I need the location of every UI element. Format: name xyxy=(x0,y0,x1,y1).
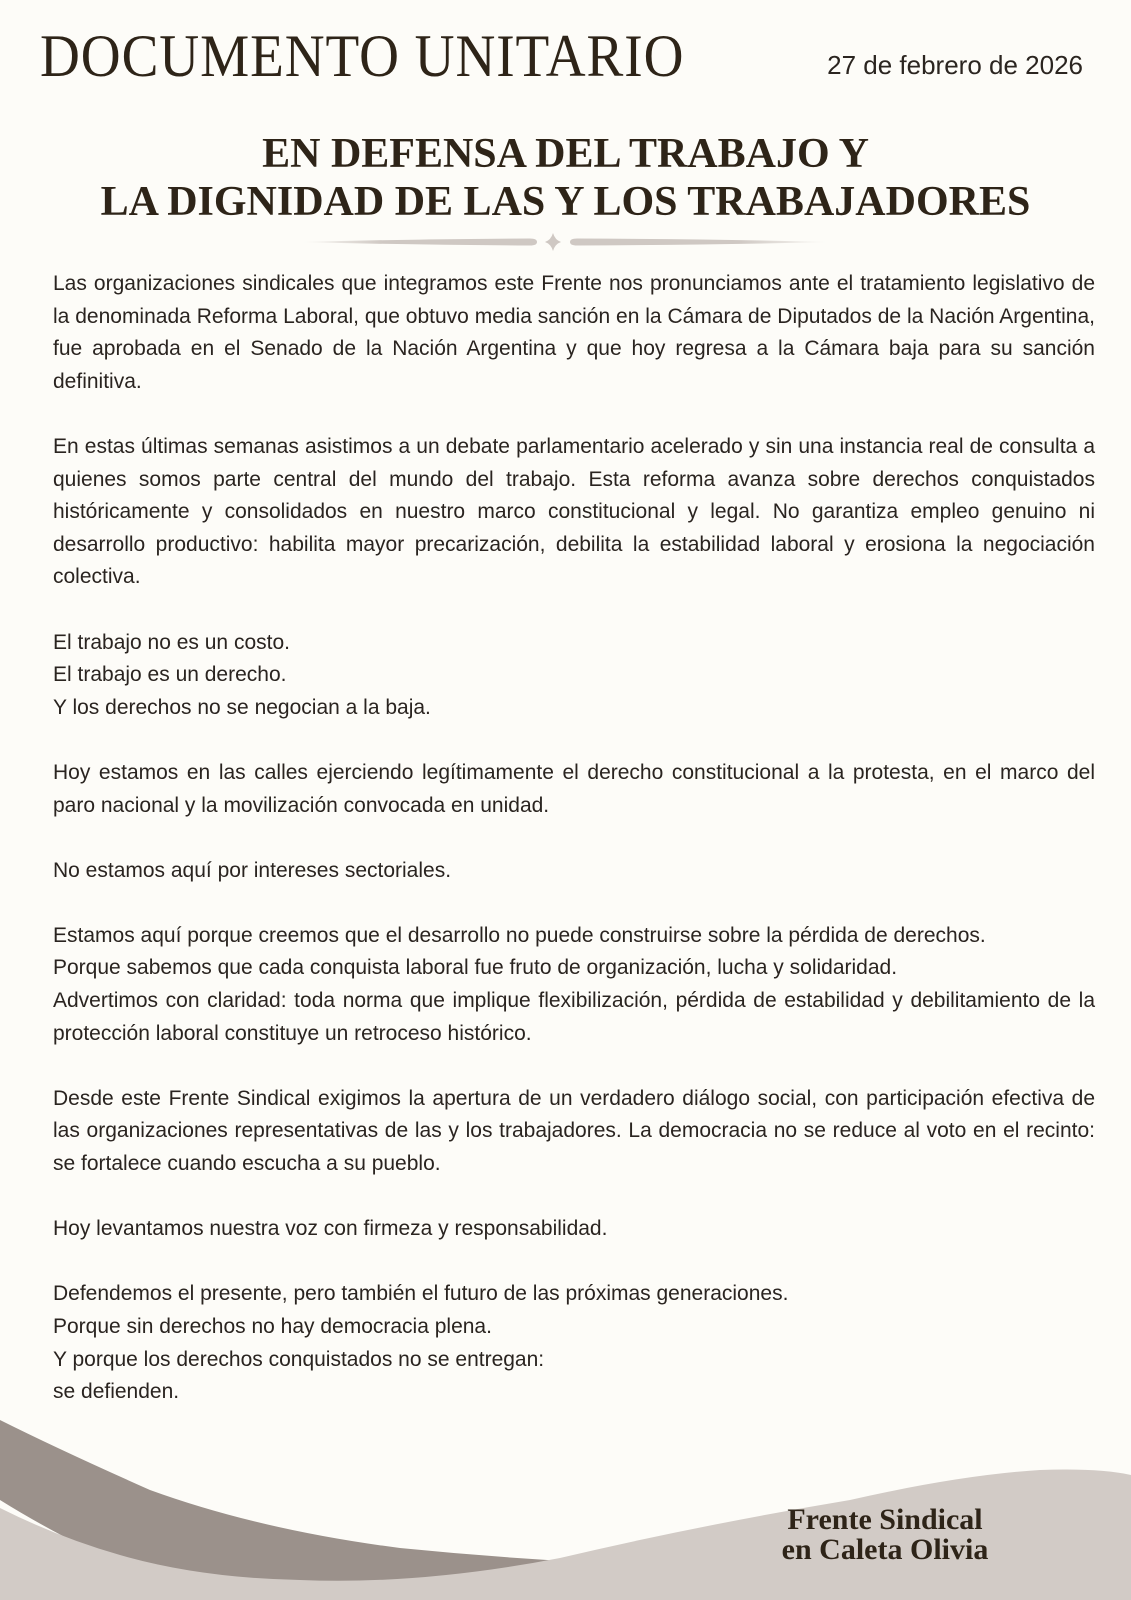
paragraph-line: El trabajo no es un costo. xyxy=(53,630,290,654)
paragraph-line: Y porque los derechos conquistados no se entregan: xyxy=(53,1347,545,1371)
paragraph-intro xyxy=(53,268,1095,398)
paragraph-line: Advertimos con claridad: toda norma que implique flexibilización, pérdida de estabilidad y debilitamiento de la protección laboral constituye un retroceso histórico. xyxy=(53,989,1095,1045)
signature xyxy=(745,1505,1025,1565)
document-body xyxy=(53,268,1095,1441)
paragraph-line: No estamos aquí por intereses sectoriales. xyxy=(53,858,452,882)
paragraph-line: Estamos aquí porque creemos que el desarrollo no puede construirse sobre la pérdida de derechos. xyxy=(53,923,986,947)
paragraph-protest xyxy=(53,757,1095,822)
paragraph-voice xyxy=(53,1213,1095,1246)
divider-left-bar xyxy=(300,239,537,246)
headline-line-1: EN DEFENSA DEL TRABAJO Y xyxy=(262,131,869,177)
paragraph-slogans xyxy=(53,627,1095,725)
ornamental-divider xyxy=(295,233,835,251)
four-point-star-icon xyxy=(545,233,561,251)
paragraph-line: Hoy levantamos nuestra voz con firmeza y responsabilidad. xyxy=(53,1217,608,1241)
signature-line-1: Frente Sindical xyxy=(787,1503,983,1536)
signature-line-2: en Caleta Olivia xyxy=(781,1533,989,1566)
paragraph-line: se defienden. xyxy=(53,1380,180,1404)
divider-right-bar xyxy=(570,239,830,246)
paragraph-line: Porque sabemos que cada conquista laboral fue fruto de organización, lucha y solidaridad. xyxy=(53,956,898,980)
headline-line-2: LA DIGNIDAD DE LAS Y LOS TRABAJADORES xyxy=(100,179,1031,225)
document-date: 27 de febrero de 2026 xyxy=(827,50,1083,80)
paragraph-line: Las organizaciones sindicales que integramos este Frente nos pronunciamos ante el tratamiento legislativo de la denominada Reforma Laboral, que obtuvo media sanción en la Cámara de Diputados de la Nación Argentina, fue aprobada en el Senado de la Nación Argentina y que hoy regresa a la Cámara baja para su sanción definitiva. xyxy=(53,272,1095,393)
headline xyxy=(0,130,1131,226)
paragraph-line: Defendemos el presente, pero también el futuro de las próximas generaciones. xyxy=(53,1282,789,1306)
paragraph-line: Y los derechos no se negocian a la baja. xyxy=(53,695,431,719)
paragraph-line: En estas últimas semanas asistimos a un debate parlamentario acelerado y sin una instancia real de consulta a quienes somos parte central del mundo del trabajo. Esta reforma avanza sobre derechos conquistados históricamente y consolidados en nuestro marco constitucional y legal. No garantiza empleo genuino ni desarrollo productivo: habilita mayor precarización, debilita la estabilidad laboral y erosiona la negociación colectiva. xyxy=(53,434,1095,589)
paragraph-line: Porque sin derechos no hay democracia plena. xyxy=(53,1315,492,1338)
paragraph-not-sectoral xyxy=(53,855,1095,888)
paragraph-dialogue xyxy=(53,1083,1095,1181)
document-title: DOCUMENTO UNITARIO xyxy=(40,23,685,89)
paragraph-debate xyxy=(53,431,1095,594)
paragraph-line: Hoy estamos en las calles ejerciendo legítimamente el derecho constitucional a la protesta, en el marco del paro nacional y la movilización convocada en unidad. xyxy=(53,760,1095,817)
footer-waves xyxy=(0,1380,1131,1600)
paragraph-line: Desde este Frente Sindical exigimos la apertura de un verdadero diálogo social, con participación efectiva de las organizaciones representativas de las y los trabajadores. La democracia no se reduce al voto en el recinto: se fortalece cuando escucha a su pueblo. xyxy=(53,1086,1095,1176)
paragraph-line: El trabajo es un derecho. xyxy=(53,663,287,687)
paragraph-reasons xyxy=(53,920,1095,1050)
